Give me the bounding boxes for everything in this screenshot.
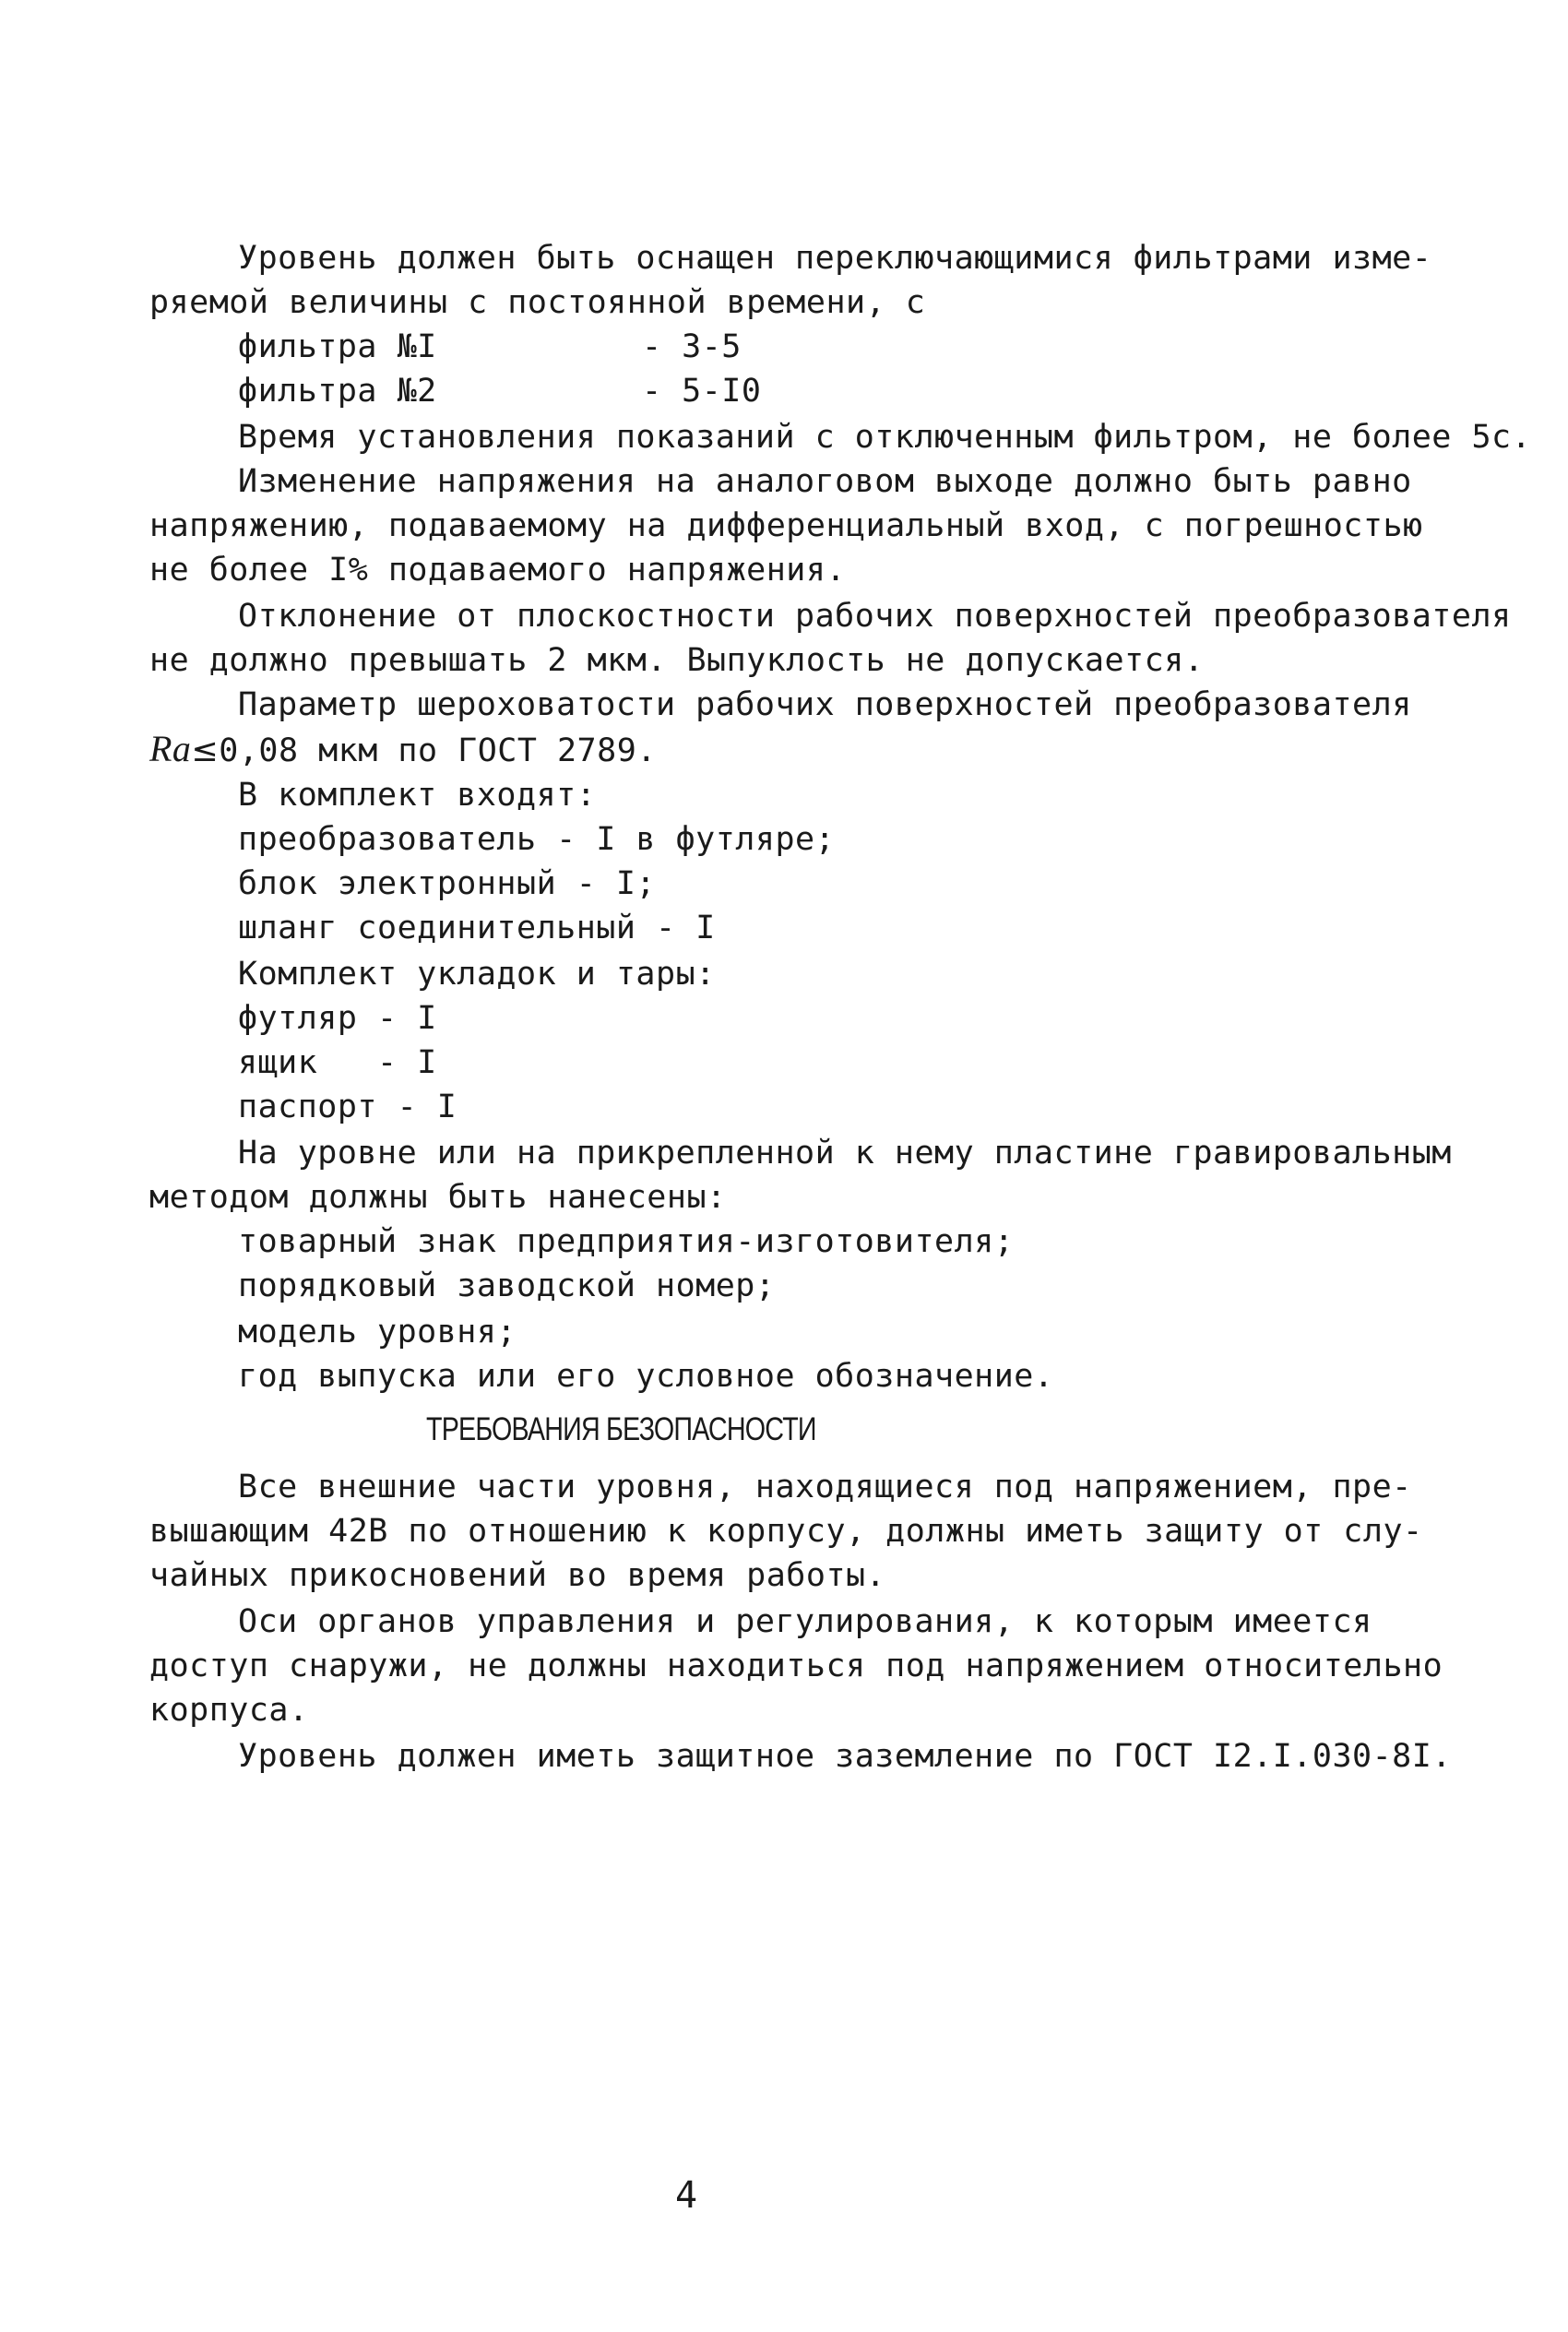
- section-heading: ТРЕБОВАНИЯ БЕЗОПАСНОСТИ: [426, 1411, 816, 1447]
- list-item: блок электронный - I;: [238, 865, 657, 902]
- paragraph-line: вышающим 42В по отношению к корпусу, должны иметь защиту от слу-: [149, 1513, 1423, 1550]
- paragraph-line: Уровень должен быть оснащен переключающимися фильтрами изме-: [238, 240, 1432, 277]
- paragraph-line: корпуса.: [149, 1692, 309, 1729]
- list-item: преобразователь - I в футляре;: [238, 821, 836, 858]
- filter-2-label: фильтра №2: [238, 373, 437, 410]
- ra-symbol: Ra: [149, 728, 192, 769]
- list-item: футляр - I: [238, 1000, 437, 1037]
- paragraph-line: На уровне или на прикрепленной к нему пластине гравировальным: [238, 1135, 1452, 1172]
- paragraph-line: Изменение напряжения на аналоговом выходе должно быть равно: [238, 463, 1412, 500]
- list-item: год выпуска или его условное обозначение.: [238, 1358, 1054, 1395]
- list-item: товарный знак предприятия-изготовителя;: [238, 1223, 1015, 1260]
- filter-2-value: - 5-I0: [642, 373, 762, 410]
- filter-1-label: фильтра №I: [238, 328, 437, 365]
- paragraph-line: не должно превышать 2 мкм. Выпуклость не допускается.: [149, 642, 1205, 679]
- roughness-value: 0,08 мкм по ГОСТ 2789.: [219, 732, 657, 769]
- page-number: 4: [675, 2174, 698, 2217]
- paragraph-line: не более I% подаваемого напряжения.: [149, 552, 847, 589]
- paragraph-line: ряемой величины с постоянной времени, с: [149, 284, 926, 321]
- list-item: паспорт - I: [238, 1089, 457, 1125]
- paragraph-line: Комплект укладок и тары:: [238, 956, 716, 993]
- paragraph-line: Оси органов управления и регулирования, к которым имеется: [238, 1603, 1372, 1640]
- paragraph-line: доступ снаружи, не должны находиться под напряжением относительно: [149, 1648, 1443, 1684]
- less-equal-sign: ≤: [191, 732, 220, 769]
- filter-1-value: - 3-5: [642, 328, 742, 365]
- paragraph-line: чайных прикосновений во время работы.: [149, 1557, 886, 1594]
- roughness-line: [149, 729, 657, 771]
- paragraph-line: В комплект входят:: [238, 777, 597, 814]
- paragraph-line: Параметр шероховатости рабочих поверхностей преобразователя: [238, 686, 1412, 723]
- paragraph-line: напряжению, подаваемому на дифференциальный вход, с погрешностью: [149, 507, 1423, 544]
- list-item: шланг соединительный - I: [238, 910, 716, 946]
- list-item: модель уровня;: [238, 1314, 517, 1350]
- paragraph-line: Время установления показаний с отключенным фильтром, не более 5с.: [238, 419, 1532, 456]
- list-item: ящик - I: [238, 1044, 437, 1081]
- paragraph-line: методом должны быть нанесены:: [149, 1179, 727, 1216]
- paragraph-line: Отклонение от плоскостности рабочих поверхностей преобразователя: [238, 598, 1512, 635]
- list-item: порядковый заводской номер;: [238, 1267, 776, 1304]
- paragraph-line: Уровень должен иметь защитное заземление по ГОСТ I2.I.030-8I.: [238, 1738, 1452, 1775]
- paragraph-line: Все внешние части уровня, находящиеся под напряжением, пре-: [238, 1469, 1412, 1505]
